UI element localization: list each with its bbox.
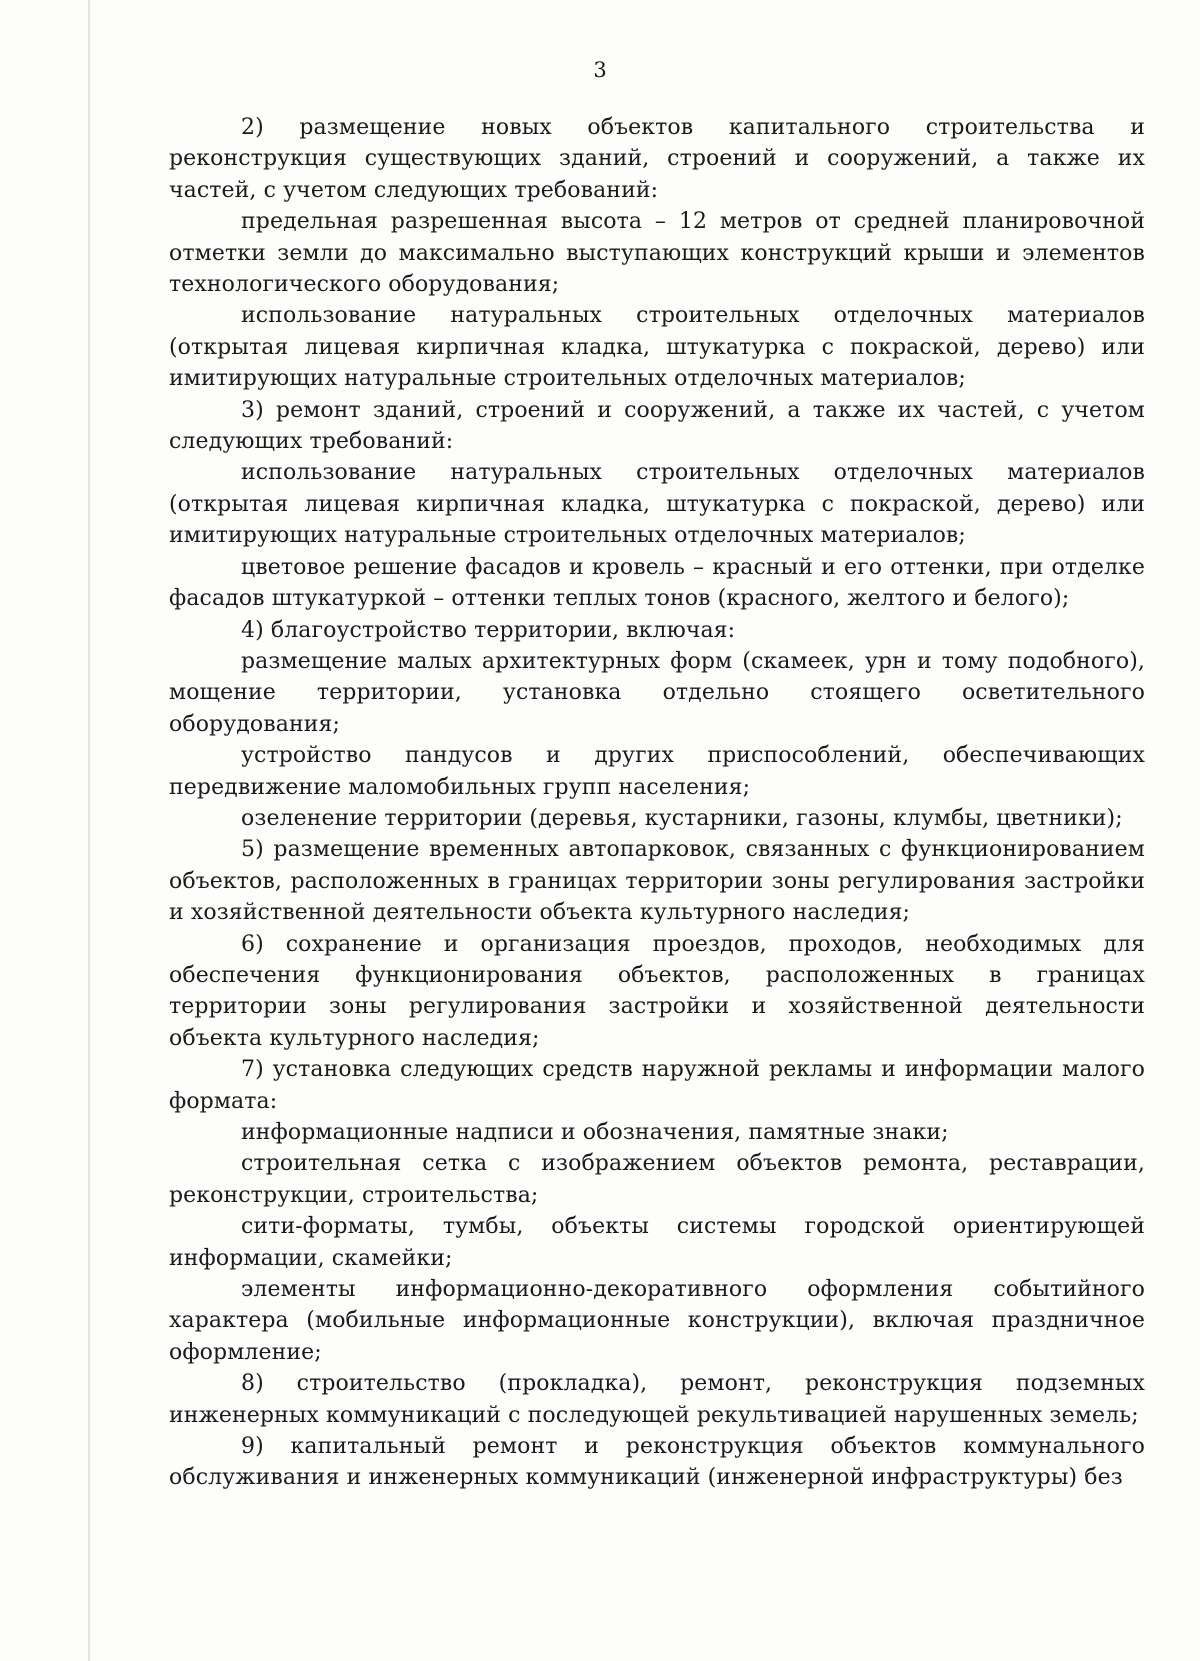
advertising-event-decor: элементы информационно-декоративного оформления событийного характера (мобильные информационные конструкции), включая праздничное оформление; [169,1277,1145,1365]
scan-edge-shadow [88,0,90,1661]
advertising-signs: информационные надписи и обозначения, памятные знаки; [241,1120,949,1145]
list-item-3: 3) ремонт зданий, строений и сооружений, а также их частей, с учетом следующих требований: [169,397,1145,455]
requirement-color: цветовое решение фасадов и кровель – красный и его оттенки, при отделке фасадов штукатуркой – оттенки теплых тонов (красного, желтого и белого); [169,554,1145,612]
landscaping-small-forms: размещение малых архитектурных форм (скамеек, урн и тому подобного), мощение территории, установка отдельно стоящего осветительного оборудования; [169,648,1145,737]
page-number: 3 [593,58,607,82]
list-item-5: 5) размещение временных автопарковок, связанных с функционированием объектов, расположенных в границах территории зоны регулирования застройки и хозяйственной деятельности объекта культурного наследия; [169,837,1145,926]
advertising-mesh: строительная сетка с изображением объектов ремонта, реставрации, реконструкции, строительства; [169,1151,1145,1208]
requirement-height: предельная разрешенная высота – 12 метров от средней планировочной отметки земли до максимально выступающих конструкций крыши и элементов технологического оборудования; [169,209,1145,298]
list-item-6: 6) сохранение и организация проездов, проходов, необходимых для обеспечения функционирования объектов, расположенных в границах территории зоны регулирования застройки и хозяйственной деятельности объекта культурного наследия; [169,931,1145,1051]
landscaping-greenery: озеленение территории (деревья, кустарники, газоны, клумбы, цветники); [241,805,1123,831]
list-item-4: 4) благоустройство территории, включая: [241,617,736,643]
landscaping-ramps: устройство пандусов и других приспособлений, обеспечивающих передвижение маломобильных групп населения; [169,743,1145,800]
list-item-7: 7) установка следующих средств наружной рекламы и информации малого формата: [169,1057,1145,1114]
list-item-9: 9) капитальный ремонт и реконструкция объектов коммунального обслуживания и инженерных коммуникаций (инженерной инфраструктуры) без [169,1434,1145,1491]
advertising-city-formats: сити-форматы, тумбы, объекты системы городской ориентирующей информации, скамейки; [169,1214,1145,1271]
list-item-8: 8) строительство (прокладка), ремонт, реконструкция подземных инженерных коммуникаций с последующей рекультивацией нарушенных земель; [169,1371,1145,1428]
requirement-materials-repair: использование натуральных строительных отделочных материалов (открытая лицевая кирпичная кладка, штукатурка с покраской, дерево) или имитирующих натуральные строительных отделочных материалов; [169,460,1145,549]
requirement-materials: использование натуральных строительных отделочных материалов (открытая лицевая кирпичная кладка, штукатурка с покраской, дерево) или имитирующих натуральные строительных отделочных материалов; [169,303,1145,392]
list-item-2: 2) размещение новых объектов капитального строительства и реконструкция существующих зданий, строений и сооружений, а также их частей, с учетом следующих требований: [169,115,1145,203]
document-body [169,112,1145,1494]
